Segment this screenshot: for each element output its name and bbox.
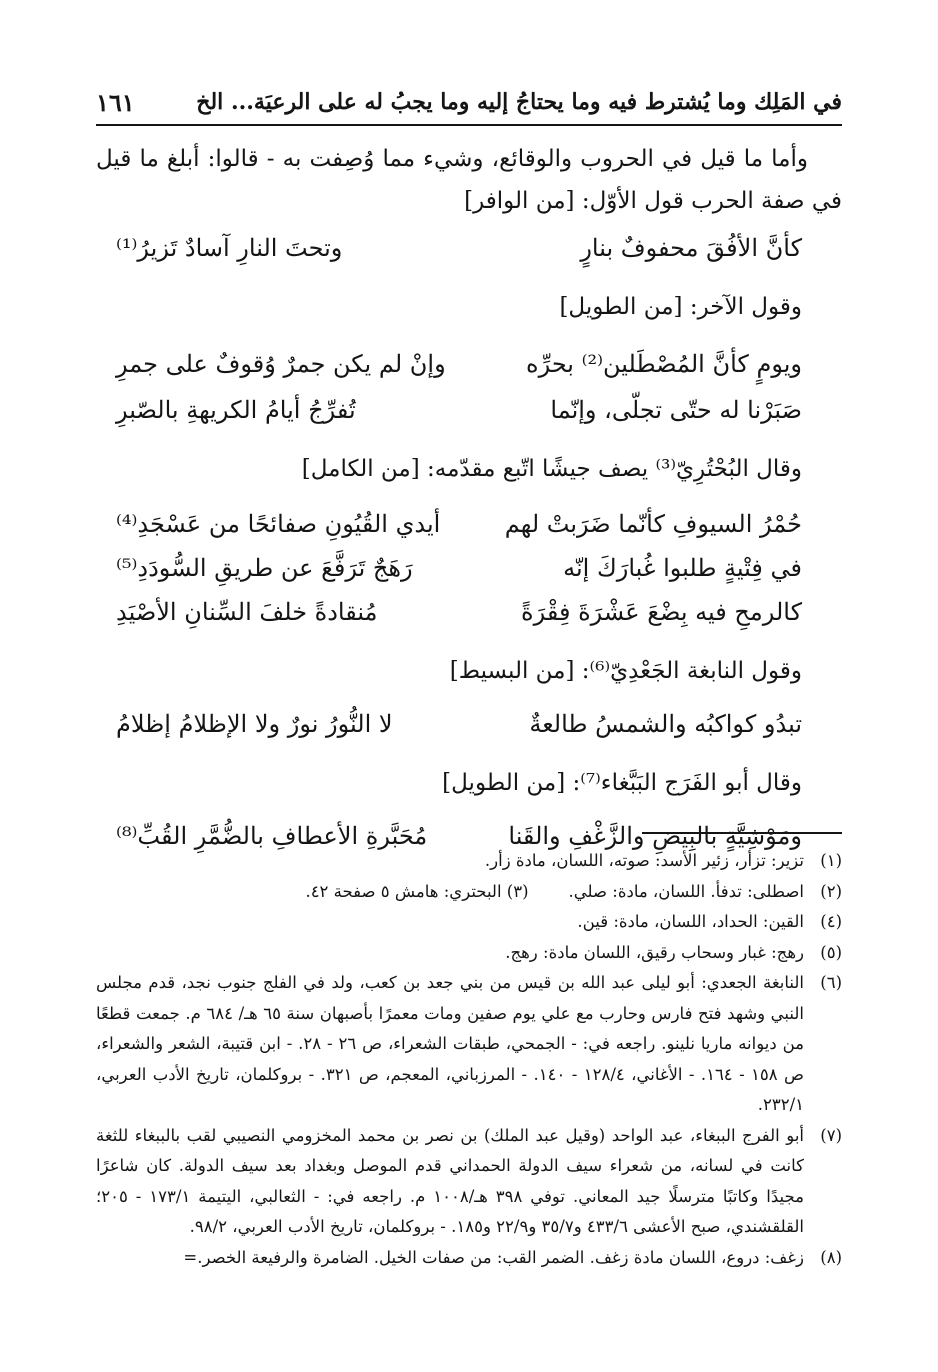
verse-second-hemistich: أيدي القُيُونِ صفائحًا من عَسْجَدِ⁽⁴⁾ — [116, 510, 441, 538]
verse-line — [96, 502, 842, 546]
verse-second-hemistich: رَهَجٌ تَرَفَّعَ عن طريقِ السُّودَدِ⁽⁵⁾ — [116, 554, 413, 582]
footnote-number: (٨) — [820, 1247, 842, 1267]
verse-first-hemistich: تبدُو كواكبُه والشمسُ طالعةٌ — [529, 710, 802, 738]
footnote-text: النابغة الجعدي: أبو ليلى عبد الله بن قيس من بني جعد بن كعب، ولد في الفلج جنوب نجد، قدم مجلس النبي وشهد فتح فارس وحارب مع علي يوم صفين ومات معمرًا بأصبهان سنة ٦٥ هـ/ ٦٨٤ م. جمعت قطعًا من ديوانه ماريا نلينو. راجعه في: - الجمحي، طبقات الشعراء، ص ٢٦ - ٢٨. - ابن قتيبة، الشعر والشعراء، ص ١٥٨ - ١٦٤. - الأغاني، ١٢٨/٤ - ١٤٠. - المرزباني، المعجم، ص ٣٢١. - بروكلمان، تاريخ الأدب العربي، ٢٣٢/١. — [96, 973, 804, 1114]
verse-line — [96, 226, 842, 270]
footnote-text-secondary: (٣) البحتري: هامش ٥ صفحة ٤٢. — [305, 881, 529, 901]
footnote-number: (٧) — [820, 1125, 842, 1145]
footnote-number: (١) — [820, 851, 842, 870]
verse-second-hemistich: وإنْ لم يكن جمرٌ وُقوفٌ على جمرِ — [116, 350, 446, 378]
footnote — [96, 907, 842, 938]
verse-line — [96, 590, 842, 634]
verse-line — [96, 702, 842, 746]
footnote-text: زغف: دروع، اللسان مادة زغف. الضمر القب: من صفات الخيل. الضامرة والرفيعة الخصر.= — [183, 1247, 804, 1267]
page-number: ١٦١ — [96, 87, 135, 117]
footnote — [96, 877, 842, 908]
poem-introduction: وقال أبو الفَرَج البَبَّغاء⁽⁷⁾: [من الطويل] — [442, 770, 802, 796]
footnote-text: تزير: تزأر، زئير الأسد: صوته، اللسان، مادة زأر. — [484, 851, 804, 870]
footnotes — [96, 846, 842, 1273]
header-title: في المَلِك وما يُشترط فيه وما يحتاجُ إليه وما يجبُ له على الرعيَة... الخ — [196, 89, 842, 115]
verse-second-hemistich: مُحَبَّرةِ الأعطافِ بالضُّمَّرِ القُبِّ⁽⁸⁾ — [116, 822, 428, 850]
footnote-divider — [642, 832, 842, 834]
verse-line — [96, 546, 842, 590]
poem-introduction: وقول النابغة الجَعْدِيّ⁽⁶⁾: [من البسيط] — [449, 658, 802, 684]
footnote — [96, 938, 842, 969]
footnote-text: رهج: غبار وسحاب رقيق، اللسان مادة: رهج. — [505, 942, 804, 962]
footnote-text: القين: الحداد، اللسان، مادة: قين. — [577, 912, 804, 931]
verse-first-hemistich: ومَوْشِيَّةٍ بالبِيضِ والزَّغْفِ والقَنا — [508, 822, 802, 850]
verse-second-hemistich: تُفرِّجُ أيامُ الكريهةِ بالصّبرِ — [116, 396, 356, 424]
verse-first-hemistich: في فِتْيةٍ طلبوا غُبارَكَ إنّه — [563, 554, 802, 582]
footnote — [96, 846, 842, 877]
verse-first-hemistich: صَبَرْنا له حتّى تجلّى، وإنّما — [550, 396, 802, 424]
footnote-number: (٦) — [820, 973, 842, 992]
footnote — [96, 968, 842, 1121]
footnote — [96, 1243, 842, 1274]
poem-introduction: وقول الآخر: [من الطويل] — [559, 294, 802, 320]
footnote-text: اصطلى: تدفأ. اللسان، مادة: صلي. — [568, 881, 804, 901]
poem-introduction: وقال البُحْتُرِيّ⁽³⁾ يصف جيشًا اتّبع مقدّمه: [من الكامل] — [301, 456, 802, 482]
verse-second-hemistich: مُنقادةً خلفَ السِّنانِ الأصْيَدِ — [116, 598, 378, 626]
verse-line — [96, 342, 842, 386]
footnote-number: (٢) — [820, 881, 842, 901]
main-text — [96, 132, 842, 858]
footnote-number: (٥) — [820, 942, 842, 962]
verse-first-hemistich: كأنَّ الأفُقَ محفوفٌ بنارٍ — [580, 234, 802, 262]
footnote-text: أبو الفرج الببغاء، عبد الواحد (وقيل عبد الملك) بن نصر بن محمد المخزومي النصيبي لقب بالببغاء للثغة كانت في لسانه، من شعراء سيف الدولة الحمداني قدم الموصل وبغداد بعد سيف الدولة. كان شاعرًا مجيدًا وكاتبًا مترسلًا جيد المعاني. توفي ٣٩٨ هـ/١٠٠٨ م. راجعه في: - الثعالبي، اليتيمة ١٧٣/١ - ٢٠٥؛ القلقشندي، صبح الأعشى ٤٣٣/٦ و٣٥/٧ و٢٢/٩ و١٨٥. - بروكلمان، تاريخ الأدب العربي، ٩٨/٢. — [96, 1125, 805, 1236]
verse-second-hemistich: وتحتَ النارِ آسادٌ تَزيرُ⁽¹⁾ — [116, 234, 343, 262]
footnote — [96, 1121, 842, 1243]
intro-paragraph: وأما ما قيل في الحروب والوقائع، وشيء مما وُصِفت به - قالوا: أبلغ ما قيل في صفة الحرب قول الأوّل: [من الوافر] — [96, 146, 842, 214]
header-divider — [96, 124, 842, 126]
verse-first-hemistich: حُمْرُ السيوفِ كأنّما ضَرَبتْ لهم — [504, 510, 802, 538]
verse-second-hemistich: لا النُّورُ نورٌ ولا الإظلامُ إظلامُ — [116, 710, 393, 738]
verse-line — [96, 388, 842, 432]
footnote-number: (٤) — [820, 912, 842, 931]
verse-first-hemistich: ويومٍ كأنَّ المُصْطَلين⁽²⁾ بحرِّه — [526, 350, 802, 378]
verse-first-hemistich: كالرمحِ فيه بِضْعَ عَشْرَةَ فِقْرَةً — [521, 598, 802, 626]
running-header — [96, 82, 842, 122]
